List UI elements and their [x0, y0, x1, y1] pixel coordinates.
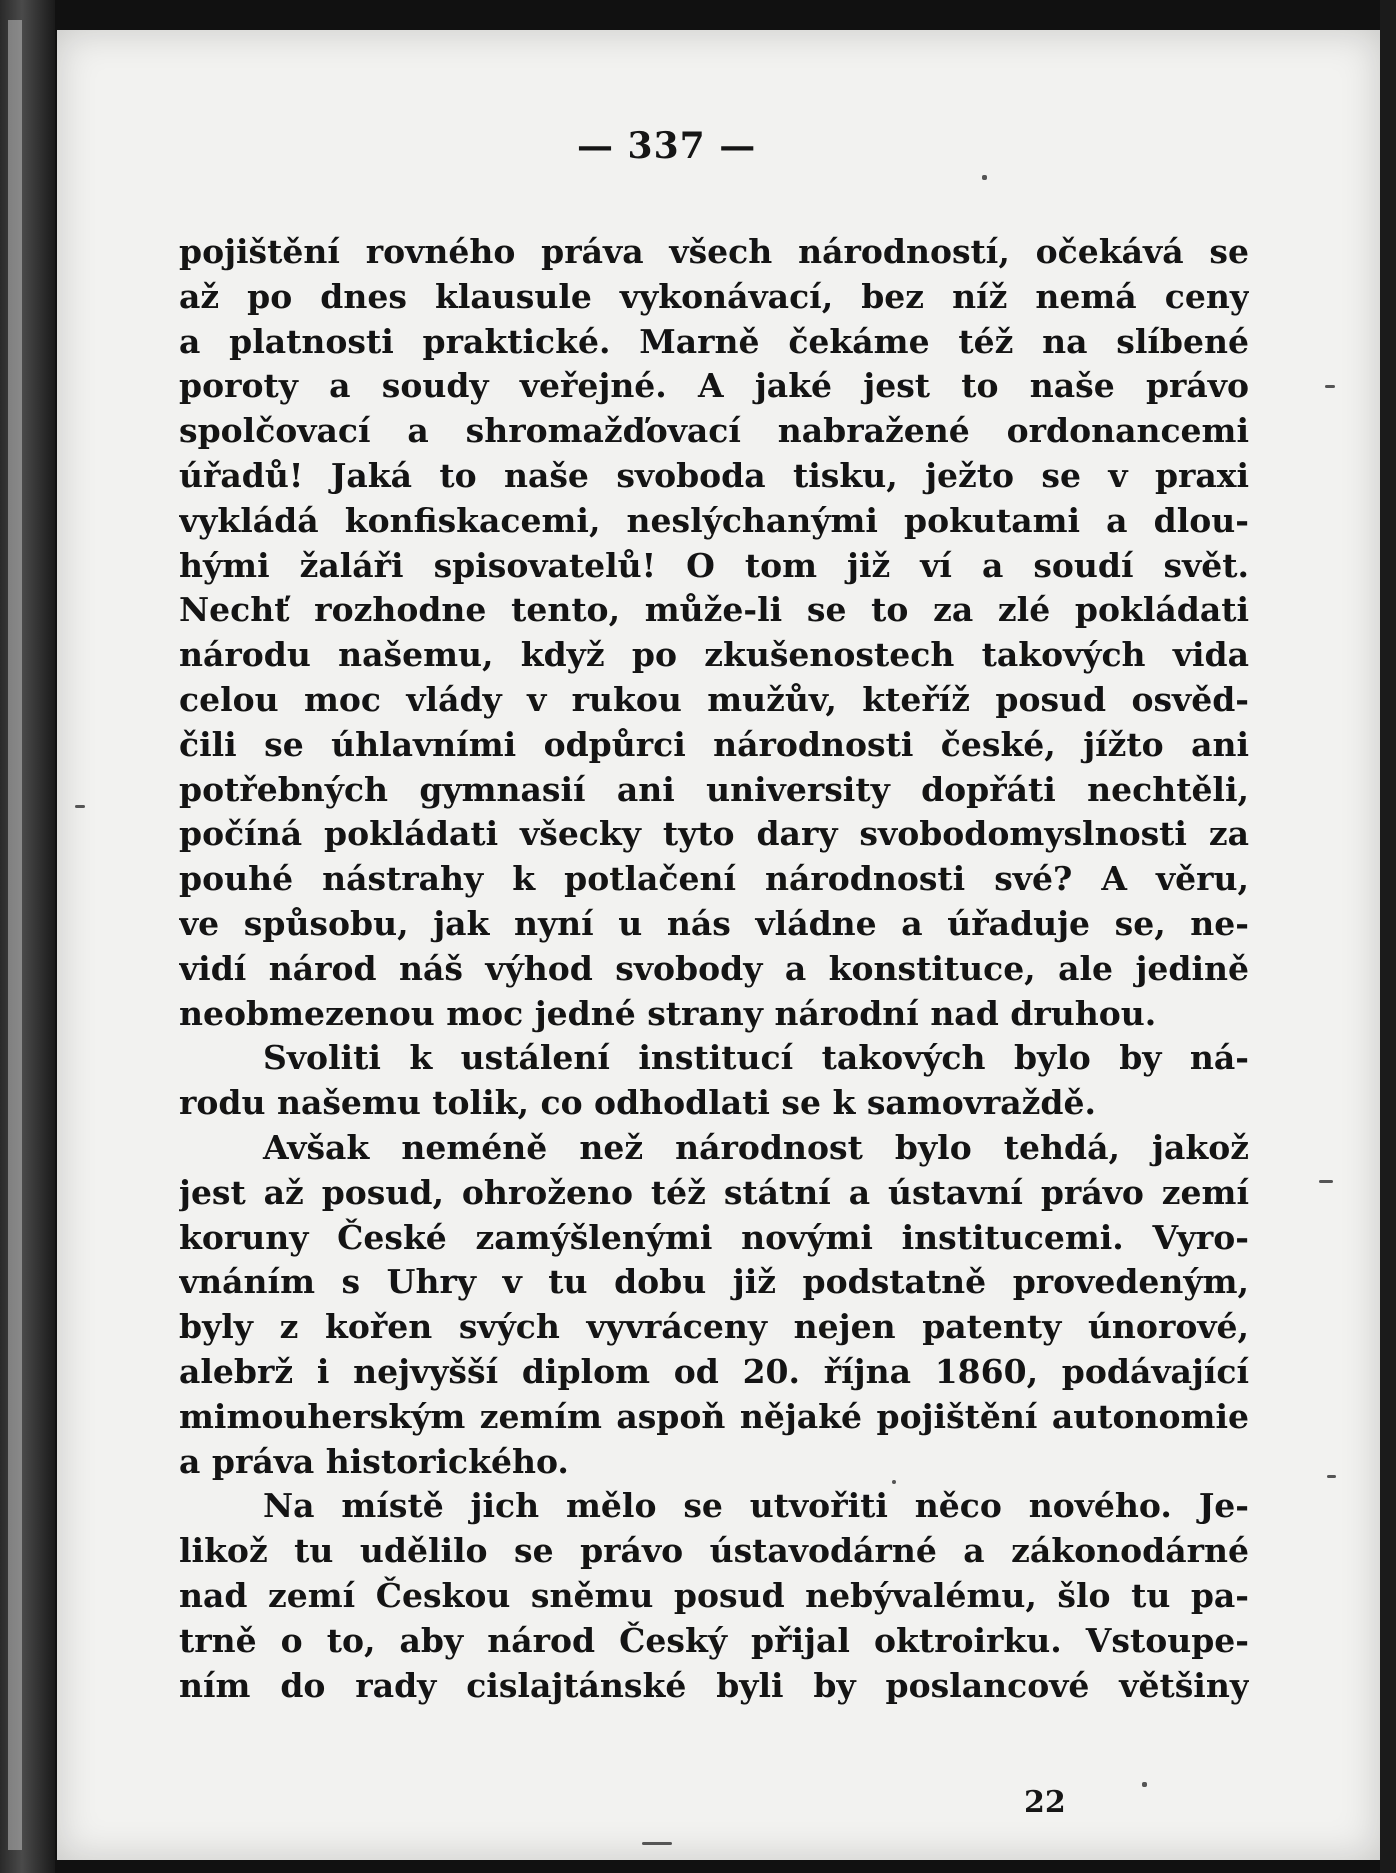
paper-speck — [1319, 1180, 1333, 1183]
paper-speck — [1142, 1782, 1147, 1787]
text-line: Avšak neméně než národnost bylo tehdá, jakož — [263, 1127, 1249, 1167]
paper-speck — [1327, 1475, 1336, 1478]
book-page — [57, 30, 1380, 1860]
text-line: pouhé nástrahy k potlačení národnosti své? A věru, — [179, 859, 1249, 899]
signature-mark: 22 — [1024, 1785, 1066, 1820]
paper-speck — [642, 1842, 672, 1845]
text-line: počíná pokládati všecky tyto dary svobodomyslnosti za — [179, 814, 1249, 854]
paper-speck — [982, 175, 987, 180]
text-line: nad zemí Českou sněmu posud nebývalému, šlo tu pa- — [179, 1575, 1249, 1615]
text-line: spolčovací a shromažďovací nabražené ordonancemi — [179, 411, 1249, 451]
page-number: — 337 — — [577, 125, 757, 167]
body-text — [179, 230, 1249, 1708]
text-line: a práva historického. — [179, 1441, 569, 1481]
text-line: pojištění rovného práva všech národností, očekává se — [179, 232, 1249, 271]
text-line: ním do rady cislajtánské byli by poslancové většiny — [179, 1665, 1249, 1705]
text-line: hými žaláři spisovatelů! O tom již ví a soudí svět. — [179, 545, 1249, 585]
text-line: alebrž i nejvyšší diplom od 20. října 1860, podávající — [179, 1351, 1249, 1391]
text-line: celou moc vlády v rukou mužův, kteříž posud osvěd- — [179, 679, 1249, 719]
text-line: vnáním s Uhry v tu dobu již podstatně provedeným, — [179, 1262, 1249, 1302]
text-line: trně o to, aby národ Český přijal oktroirku. Vstoupe- — [179, 1620, 1249, 1660]
text-line: národu našemu, když po zkušenostech takových vida — [179, 635, 1249, 675]
text-line: mimouherským zemím aspoň nějaké pojištění autonomie — [179, 1396, 1249, 1436]
text-line: jest až posud, ohroženo též státní a ústavní právo zemí — [179, 1172, 1249, 1212]
text-line: ve spůsobu, jak nyní u nás vládne a úřaduje se, ne- — [179, 903, 1249, 943]
text-line: vykládá konfiskacemi, neslýchanými pokutami a dlou- — [179, 500, 1249, 540]
text-line: vidí národ náš výhod svobody a konstituce, ale jedině — [179, 948, 1249, 988]
paper-speck — [892, 1480, 896, 1484]
text-line: poroty a soudy veřejné. A jaké jest to naše právo — [179, 366, 1249, 406]
text-line: rodu našemu tolik, co odhodlati se k samovraždě. — [179, 1083, 1096, 1123]
text-line: úřadů! Jaká to naše svoboda tisku, ježto se v praxi — [179, 455, 1249, 495]
text-line: potřebných gymnasií ani university dopřáti nechtěli, — [179, 769, 1249, 809]
text-line: likož tu udělilo se právo ústavodárné a zákonodárné — [179, 1531, 1249, 1571]
text-line: až po dnes klausule vykonávací, bez níž nemá ceny — [179, 276, 1249, 316]
paper-speck — [75, 805, 85, 808]
text-line: a platnosti praktické. Marně čekáme též na slíbené — [179, 321, 1249, 361]
paper-speck — [1325, 385, 1335, 388]
text-line: koruny České zamýšlenými novými institucemi. Vyro- — [179, 1217, 1249, 1257]
right-edge — [1380, 0, 1396, 1873]
text-line: Na místě jich mělo se utvořiti něco nového. Je- — [263, 1486, 1249, 1526]
text-line: Svoliti k ustálení institucí takových bylo by ná- — [263, 1038, 1249, 1078]
spine-strip — [8, 20, 22, 1850]
text-line: byly z kořen svých vyvráceny nejen patenty únorové, — [179, 1307, 1249, 1347]
text-line: čili se úhlavními odpůrci národnosti české, jížto ani — [179, 724, 1249, 764]
text-line: Nechť rozhodne tento, může-li se to za zlé pokládati — [179, 590, 1249, 630]
text-line: neobmezenou moc jedné strany národní nad druhou. — [179, 993, 1157, 1033]
